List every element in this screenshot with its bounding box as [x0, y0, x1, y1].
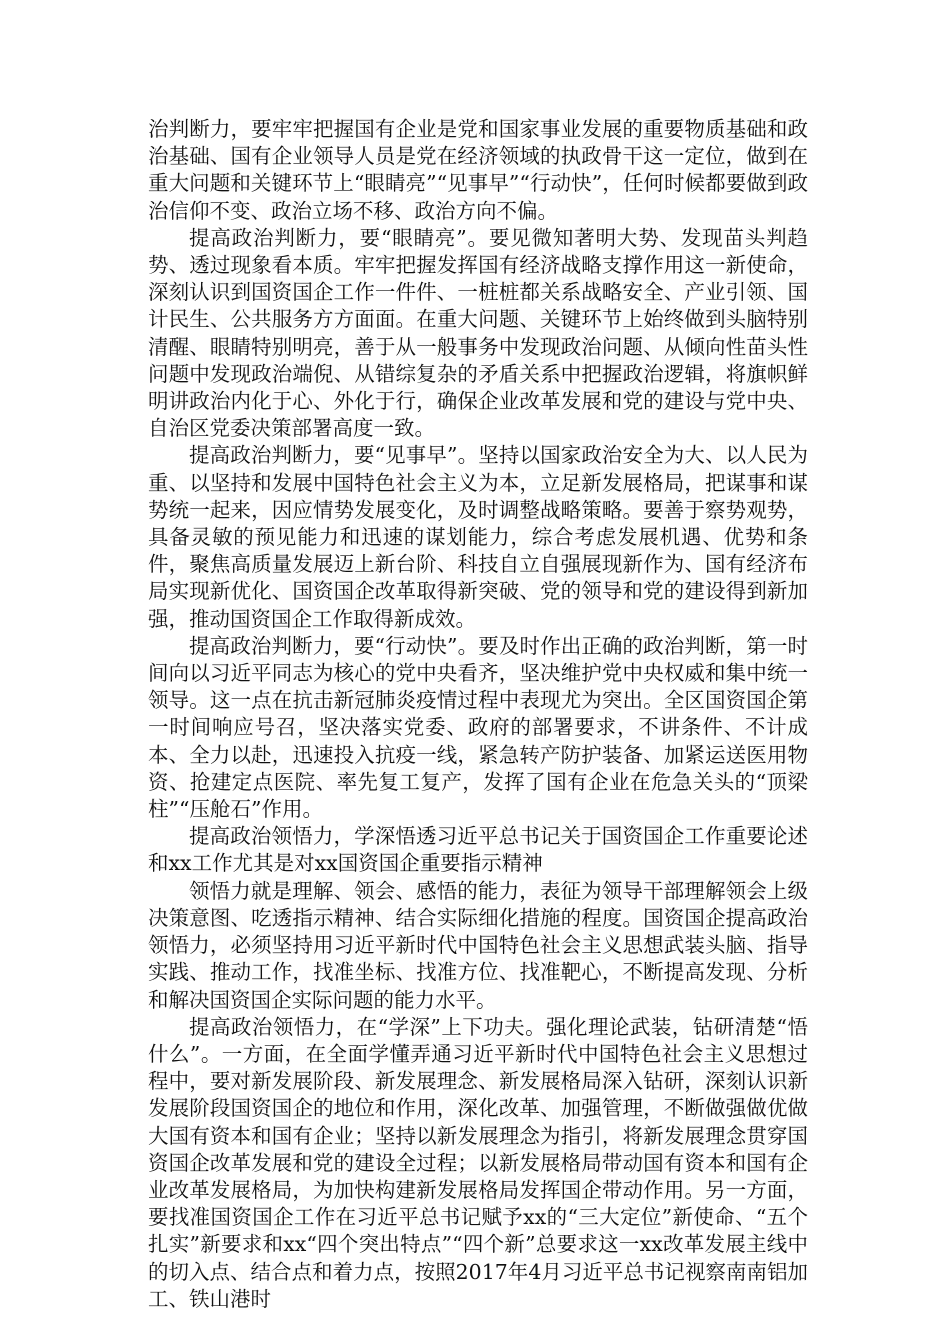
paragraph-4: 提高政治判断力，要“行动快”。要及时作出正确的政治判断，第一时间向以习近平同志为核心的党中央看齐，坚决维护党中央权威和集中统一领导。这一点在抗击新冠肺炎疫情过程中表现尤为突出。全区国资国企第一时间响应号召，坚决落实党委、政府的部署要求，不讲条件、不计成本、全力以赴，迅速投入抗疫一线，紧急转产防护装备、加紧运送医用物资、抢建定点医院、率先复工复产，发挥了国有企业在危急关头的“顶梁柱”“压舱石”作用。 — [148, 633, 808, 822]
paragraph-3: 提高政治判断力，要“见事早”。坚持以国家政治安全为大、以人民为重、以坚持和发展中国特色社会主义为本，立足新发展格局，把谋事和谋势统一起来，因应情势发展变化，及时调整战略策略。要善于察势观势，具备灵敏的预见能力和迅速的谋划能力，综合考虑发展机遇、优势和条件，聚焦高质量发展迈上新台阶、科技自立自强展现新作为、国有经济布局实现新优化、国资国企改革取得新突破、党的领导和党的建设得到新加强，推动国资国企工作取得新成效。 — [148, 443, 808, 631]
paragraph-2: 提高政治判断力，要“眼睛亮”。要见微知著明大势、发现苗头判趋势、透过现象看本质。牢牢把握发挥国有经济战略支撑作用这一新使命，深刻认识到国资国企工作一件件、一桩桩都关系战略安全、产业引领、国计民生、公共服务方方面面。在重大问题、关键环节上始终做到头脑特别清醒、眼睛特别明亮，善于从一般事务中发现政治问题、从倾向性苗头性问题中发现政治端倪、从错综复杂的矛盾关系中把握政治逻辑，将旗帜鲜明讲政治内化于心、外化于行，确保企业改革发展和党的建设与党中央、自治区党委决策部署高度一致。 — [148, 225, 808, 441]
document-page — [148, 116, 808, 1316]
paragraph-6: 提高政治领悟力，在“学深”上下功夫。强化理论武装，钻研清楚“悟什么”。一方面，在全面学懂弄通习近平新时代中国特色社会主义思想过程中，要对新发展阶段、新发展理念、新发展格局深入钻研，深刻认识新发展阶段国资国企的地位和作用，深化改革、加强管理，不断做强做优做大国有资本和国有企业；坚持以新发展理念为指引，将新发展理念贯穿国资国企改革发展和党的建设全过程；以新发展格局带动国有资本和国有企业改革发展格局，为加快构建新发展格局发挥国企带动作用。另一方面，要找准国资国企工作在习近平总书记赋予xx的“三大定位”新使命、“五个扎实”新要求和xx“四个突出特点”“四个新”总要求这一xx改革发展主线中的切入点、结合点和着力点，按照2017年4月习近平总书记视察南南铝加工、铁山港时 — [148, 1014, 808, 1311]
paragraph-heading: 提高政治领悟力，学深悟透习近平总书记关于国资国企工作重要论述和xx工作尤其是对xx国资国企重要指示精神 — [148, 824, 808, 876]
paragraph-5: 领悟力就是理解、领会、感悟的能力，表征为领导干部理解领会上级决策意图、吃透指示精神、结合实际细化措施的程度。国资国企提高政治领悟力，必须坚持用习近平新时代中国特色社会主义思想武装头脑、指导实践、推动工作，找准坐标、找准方位、找准靶心，不断提高发现、分析和解决国资国企实际问题的能力水平。 — [148, 878, 808, 1012]
paragraph-1: 治判断力，要牢牢把握国有企业是党和国家事业发展的重要物质基础和政治基础、国有企业领导人员是党在经济领域的执政骨干这一定位，做到在重大问题和关键环节上“眼睛亮”“见事早”“行动快”，任何时候都要做到政治信仰不变、政治立场不移、政治方向不偏。 — [148, 117, 808, 223]
